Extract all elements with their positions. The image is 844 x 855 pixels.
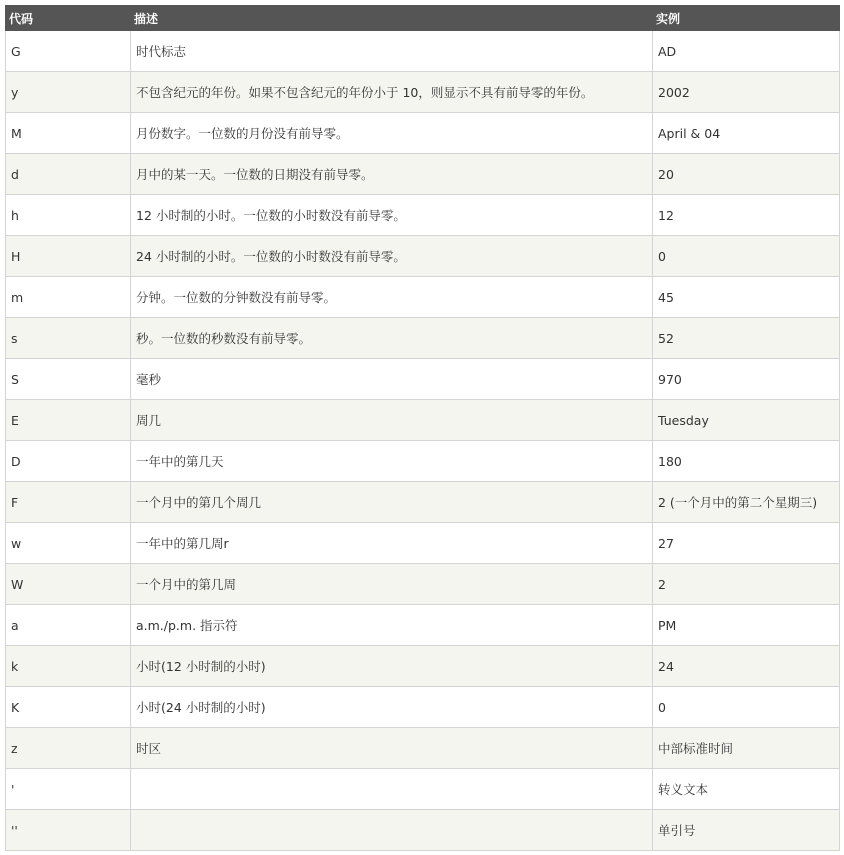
cell-description: 时区 bbox=[131, 728, 653, 769]
table-row bbox=[6, 113, 840, 154]
table-row bbox=[6, 564, 840, 605]
header-example: 实例 bbox=[653, 6, 840, 31]
cell-code: S bbox=[6, 359, 131, 400]
cell-description bbox=[131, 810, 653, 851]
cell-code: h bbox=[6, 195, 131, 236]
cell-code: s bbox=[6, 318, 131, 359]
cell-example: 20 bbox=[653, 154, 840, 195]
table-row bbox=[6, 72, 840, 113]
cell-code: E bbox=[6, 400, 131, 441]
cell-description: 小时(24 小时制的小时) bbox=[131, 687, 653, 728]
table-row bbox=[6, 810, 840, 851]
cell-code: D bbox=[6, 441, 131, 482]
table-row bbox=[6, 154, 840, 195]
cell-example: 转义文本 bbox=[653, 769, 840, 810]
cell-description: 12 小时制的小时。一位数的小时数没有前导零。 bbox=[131, 195, 653, 236]
cell-code: z bbox=[6, 728, 131, 769]
table-row bbox=[6, 441, 840, 482]
table-body bbox=[6, 31, 840, 851]
cell-code: d bbox=[6, 154, 131, 195]
cell-code: M bbox=[6, 113, 131, 154]
cell-example: 180 bbox=[653, 441, 840, 482]
table-row bbox=[6, 277, 840, 318]
cell-code: y bbox=[6, 72, 131, 113]
cell-description: 周几 bbox=[131, 400, 653, 441]
cell-example: 单引号 bbox=[653, 810, 840, 851]
cell-description: 毫秒 bbox=[131, 359, 653, 400]
cell-description: 一年中的第几天 bbox=[131, 441, 653, 482]
header-code: 代码 bbox=[6, 6, 131, 31]
cell-code: F bbox=[6, 482, 131, 523]
cell-description: 时代标志 bbox=[131, 31, 653, 72]
cell-description: 不包含纪元的年份。如果不包含纪元的年份小于 10，则显示不具有前导零的年份。 bbox=[131, 72, 653, 113]
cell-description: a.m./p.m. 指示符 bbox=[131, 605, 653, 646]
cell-example: 24 bbox=[653, 646, 840, 687]
cell-code: K bbox=[6, 687, 131, 728]
cell-example: 52 bbox=[653, 318, 840, 359]
cell-example: 45 bbox=[653, 277, 840, 318]
cell-code: k bbox=[6, 646, 131, 687]
date-format-table bbox=[5, 5, 840, 851]
cell-example: 12 bbox=[653, 195, 840, 236]
cell-description: 分钟。一位数的分钟数没有前导零。 bbox=[131, 277, 653, 318]
table-header-row bbox=[6, 6, 840, 31]
cell-example: 27 bbox=[653, 523, 840, 564]
table-row bbox=[6, 769, 840, 810]
cell-example: 970 bbox=[653, 359, 840, 400]
cell-example: 0 bbox=[653, 687, 840, 728]
cell-example: 2 (一个月中的第二个星期三) bbox=[653, 482, 840, 523]
table-row bbox=[6, 31, 840, 72]
cell-code: H bbox=[6, 236, 131, 277]
cell-example: AD bbox=[653, 31, 840, 72]
table-row bbox=[6, 605, 840, 646]
cell-description: 一个月中的第几周 bbox=[131, 564, 653, 605]
cell-description bbox=[131, 769, 653, 810]
cell-code: W bbox=[6, 564, 131, 605]
cell-description: 秒。一位数的秒数没有前导零。 bbox=[131, 318, 653, 359]
cell-example: 0 bbox=[653, 236, 840, 277]
cell-example: 2002 bbox=[653, 72, 840, 113]
table-row bbox=[6, 195, 840, 236]
cell-example: 2 bbox=[653, 564, 840, 605]
cell-example: Tuesday bbox=[653, 400, 840, 441]
table-row bbox=[6, 236, 840, 277]
cell-description: 24 小时制的小时。一位数的小时数没有前导零。 bbox=[131, 236, 653, 277]
table-row bbox=[6, 728, 840, 769]
table-row bbox=[6, 318, 840, 359]
cell-description: 一个月中的第几个周几 bbox=[131, 482, 653, 523]
cell-code: ' bbox=[6, 769, 131, 810]
table-row bbox=[6, 646, 840, 687]
cell-code: m bbox=[6, 277, 131, 318]
cell-example: PM bbox=[653, 605, 840, 646]
cell-code: w bbox=[6, 523, 131, 564]
cell-description: 月中的某一天。一位数的日期没有前导零。 bbox=[131, 154, 653, 195]
cell-description: 小时(12 小时制的小时) bbox=[131, 646, 653, 687]
cell-example: 中部标准时间 bbox=[653, 728, 840, 769]
table-row bbox=[6, 482, 840, 523]
table-row bbox=[6, 359, 840, 400]
header-description: 描述 bbox=[131, 6, 653, 31]
cell-example: April & 04 bbox=[653, 113, 840, 154]
table-row bbox=[6, 523, 840, 564]
cell-code: G bbox=[6, 31, 131, 72]
cell-description: 一年中的第几周r bbox=[131, 523, 653, 564]
table-row bbox=[6, 687, 840, 728]
cell-code: '' bbox=[6, 810, 131, 851]
cell-code: a bbox=[6, 605, 131, 646]
table-row bbox=[6, 400, 840, 441]
cell-description: 月份数字。一位数的月份没有前导零。 bbox=[131, 113, 653, 154]
date-format-table-container bbox=[5, 5, 839, 851]
